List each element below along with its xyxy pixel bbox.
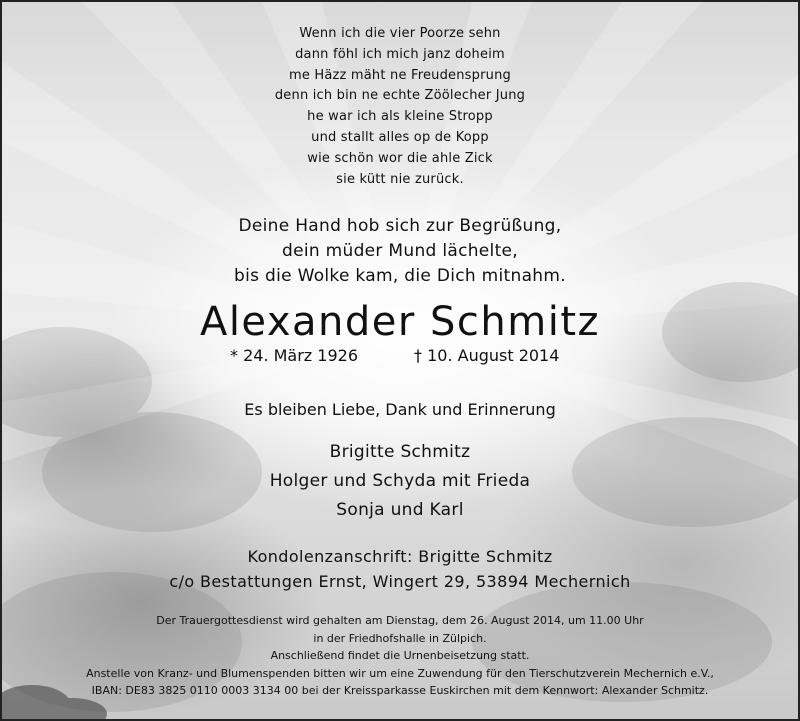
service-details	[2, 612, 798, 700]
footer-line: in der Friedhofshalle in Zülpich.	[313, 631, 487, 645]
footer-line: Der Trauergottesdienst wird gehalten am Dienstag, dem 26. August 2014, um 11.00 Uhr	[156, 614, 644, 627]
family-members	[2, 438, 798, 525]
poem-line: wie schön wor die ahle Zick	[307, 150, 493, 166]
birth-date: * 24. März 1926	[230, 346, 359, 365]
quote-line: dein müder Mund lächelte,	[281, 241, 518, 261]
condolence-address	[2, 544, 798, 594]
poem	[2, 24, 798, 190]
poem-line: Wenn ich die vier Poorze sehn	[299, 26, 501, 41]
poem-line: denn ich bin ne echte Zöölecher Jung	[274, 88, 526, 104]
quote-line: bis die Wolke kam, die Dich mitnahm.	[234, 266, 566, 286]
footer-line: Anschließend findet die Urnenbeisetzung statt.	[270, 649, 530, 662]
farewell-quote	[2, 214, 798, 289]
death-date: † 10. August 2014	[414, 346, 560, 365]
address-line: Kondolenzanschrift: Brigitte Schmitz	[247, 547, 553, 566]
poem-line: und stallt alles op de Kopp	[311, 129, 489, 145]
family-member: Brigitte Schmitz	[329, 442, 471, 462]
footer-line: IBAN: DE83 3825 0110 0003 3134 00 bei der Kreissparkasse Euskirchen mit dem Kennwort: Alexander Schmitz.	[91, 684, 709, 697]
poem-line: dann föhl ich mich janz doheim	[295, 46, 505, 62]
address-line: c/o Bestattungen Ernst, Wingert 29, 53894 Mechernich	[169, 572, 631, 591]
remembrance-line: Es bleiben Liebe, Dank und Erinnerung	[244, 400, 556, 419]
poem-line: he war ich als kleine Stropp	[307, 109, 493, 125]
poem-line: me Häzz mäht ne Freudensprung	[288, 67, 511, 83]
family-member: Holger und Schyda mit Frieda	[269, 471, 531, 491]
deceased-name: Alexander Schmitz	[199, 299, 601, 345]
poem-line: sie kütt nie zurück.	[336, 171, 464, 187]
family-member: Sonja und Karl	[336, 500, 464, 520]
footer-line: Anstelle von Kranz- und Blumenspenden bitten wir um eine Zuwendung für den Tierschutzverein Mechernich e.V.,	[86, 666, 714, 680]
quote-line: Deine Hand hob sich zur Begrüßung,	[238, 216, 562, 236]
life-dates	[2, 346, 798, 370]
